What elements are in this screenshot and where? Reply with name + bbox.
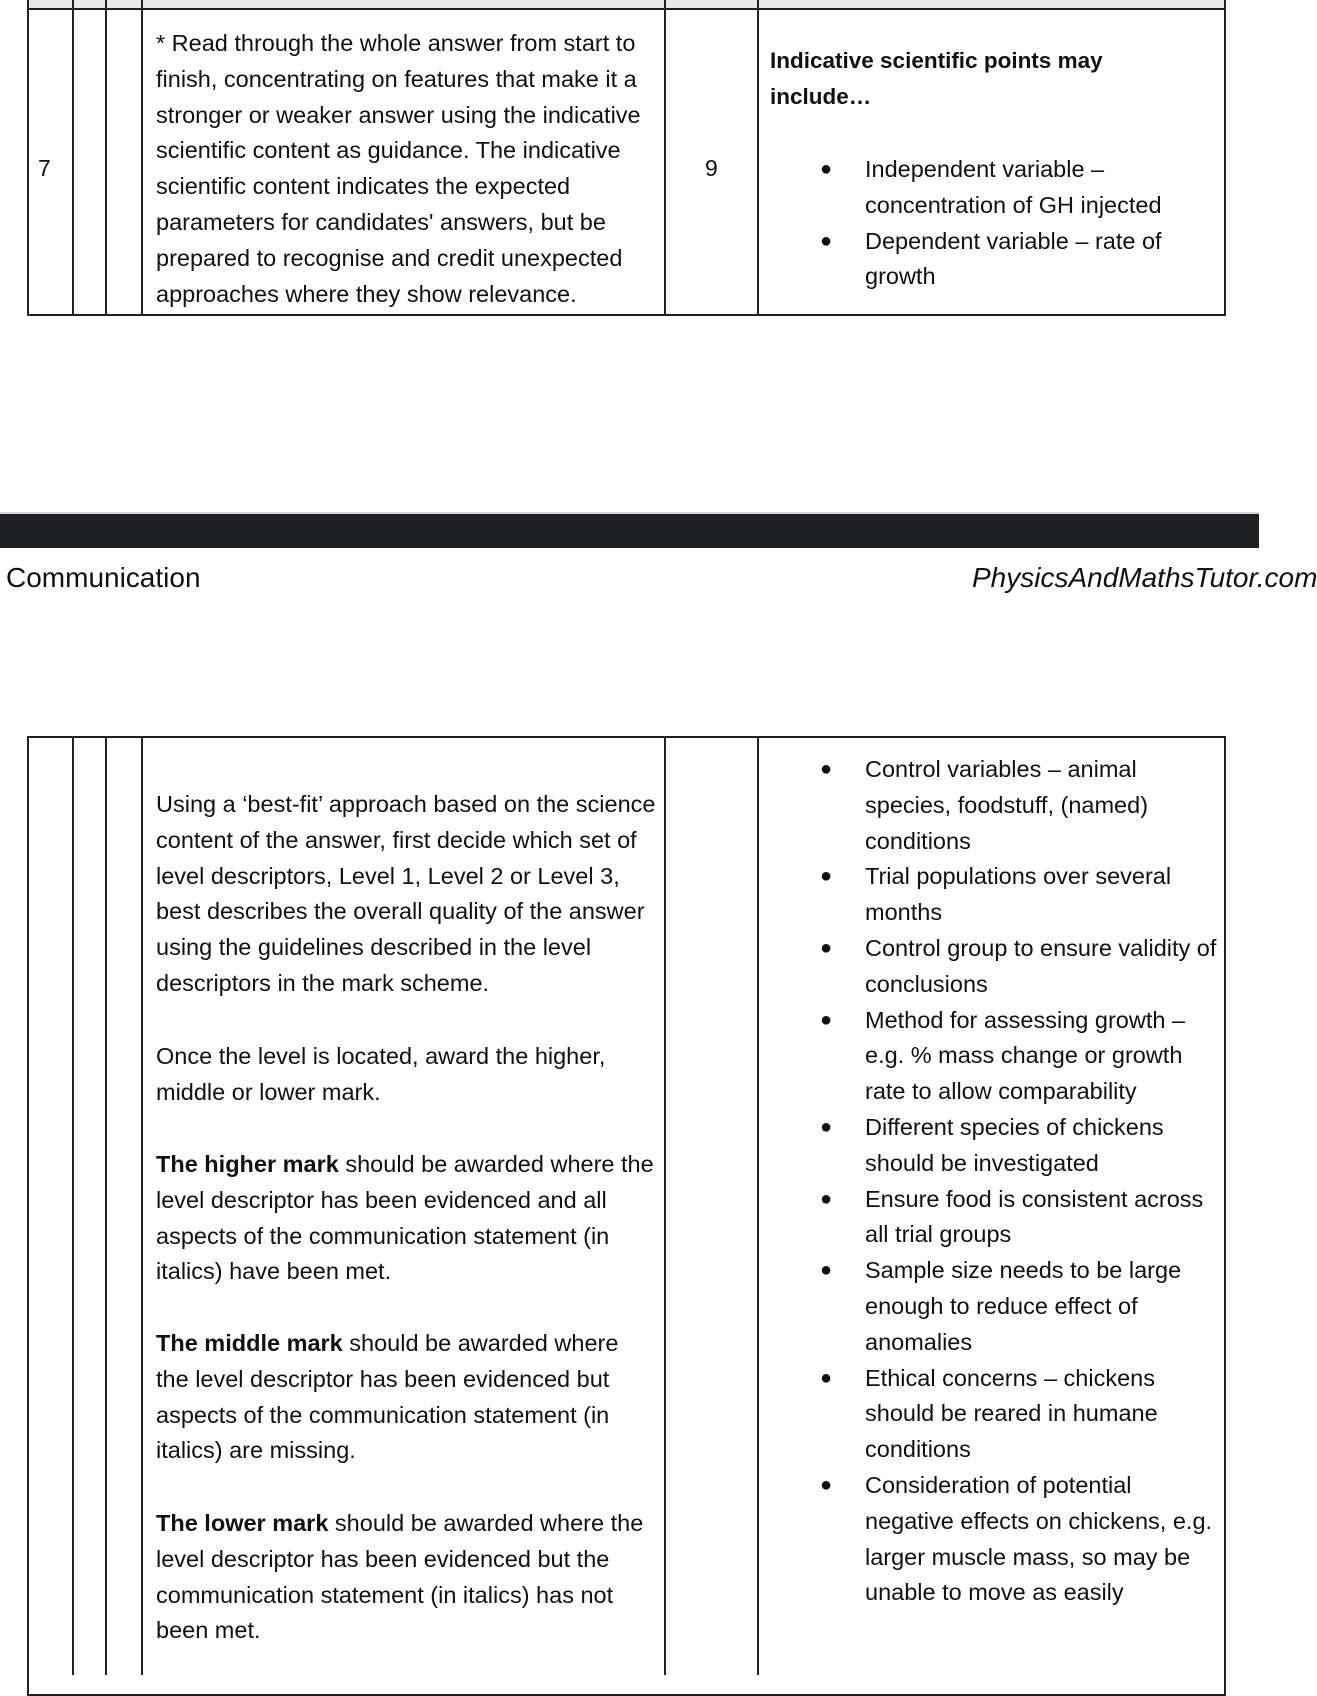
bullet-icon: ● [820, 758, 833, 780]
higher-mark-label: The higher mark [156, 1151, 339, 1177]
level-located-instructions: Once the level is located, award the higher, middle or lower mark. [156, 1043, 606, 1105]
table1-column-divider [757, 0, 759, 316]
list-item: ● Control variables – animal species, foodstuff, (named) conditions [865, 752, 1220, 859]
higher-mark-text: should be awarded where the level descriptor has been evidenced and all aspects of the communication statement (in italics) have been met. [156, 1151, 654, 1285]
list-item: ● Sample size needs to be large enough to reduce effect of anomalies [865, 1253, 1220, 1360]
middle-mark-text: should be awarded where the level descriptor has been evidenced but aspects of the communication statement (in italics) are missing. [156, 1330, 619, 1464]
list-item: ● Ethical concerns – chickens should be reared in humane conditions [865, 1361, 1220, 1468]
lower-mark-label: The lower mark [156, 1510, 329, 1536]
list-item: ● Different species of chickens should be investigated [865, 1110, 1220, 1182]
bullet-icon: ● [820, 1187, 833, 1210]
footer-label-communication: Communication [6, 562, 201, 593]
bullet-icon: ● [820, 229, 833, 252]
bullet-icon: ● [820, 936, 833, 959]
table1-column-divider [72, 0, 74, 316]
table1-column-divider [664, 0, 666, 316]
best-fit-instructions: Using a ‘best-fit’ approach based on the science content of the answer, first decide which set of level descriptors, Level 1, Level 2 or Level 3, best describes the overall quality of the answer using the guidelines described in the level descriptors in the mark scheme. [156, 791, 656, 996]
indicative-points-list [820, 152, 1195, 295]
marking-guidance-text: * Read through the whole answer from start to finish, concentrating on features that make it a stronger or weaker answer using the indicative scientific content as guidance. The indicative scientific content indicates the expected parameters for candidates' answers, but be prepared to recognise and credit unexpected approaches where they show relevance. [156, 30, 641, 307]
table1-column-divider [105, 0, 107, 316]
table2-column-divider [105, 736, 107, 1675]
indicative-points-list-continued [820, 752, 1220, 1611]
bullet-icon: ● [820, 865, 833, 888]
table2-column-divider [664, 736, 666, 1675]
bullet-icon: ● [820, 158, 833, 180]
list-item: ● Trial populations over several months [865, 859, 1220, 931]
indicative-points-heading: Indicative scientific points may include… [770, 48, 1103, 109]
bullet-icon: ● [820, 1473, 833, 1496]
list-item: ● Ensure food is consistent across all trial groups [865, 1182, 1220, 1254]
footer-site-name: PhysicsAndMathsTutor.com [972, 562, 1317, 593]
list-item: ● Method for assessing growth – e.g. % mass change or growth rate to allow comparability [865, 1003, 1220, 1110]
list-item: ● Consideration of potential negative effects on chickens, e.g. larger muscle mass, so may be unable to move as easily [865, 1468, 1220, 1611]
question-number: 7 [38, 155, 51, 181]
bullet-icon: ● [820, 1259, 833, 1282]
page-break-band [0, 512, 1259, 548]
higher-mark-guidance [156, 1147, 656, 1290]
lower-mark-text: should be awarded where the level descriptor has been evidenced but the communication statement (in italics) has not been met. [156, 1510, 644, 1644]
total-marks: 9 [705, 155, 718, 181]
table2-column-divider [72, 736, 74, 1675]
table2-column-divider [757, 736, 759, 1675]
list-item: ● Control group to ensure validity of conclusions [865, 931, 1220, 1003]
middle-mark-label: The middle mark [156, 1330, 343, 1356]
lower-mark-guidance [156, 1506, 661, 1649]
bullet-icon: ● [820, 1008, 833, 1031]
list-item: ● Dependent variable – rate of growth [865, 224, 1195, 296]
list-item: ● Independent variable – concentration of GH injected [865, 152, 1195, 224]
bullet-icon: ● [820, 1366, 833, 1389]
bullet-icon: ● [820, 1115, 833, 1138]
table1-column-divider [141, 0, 143, 316]
table2-column-divider [141, 736, 143, 1675]
middle-mark-guidance [156, 1326, 656, 1469]
